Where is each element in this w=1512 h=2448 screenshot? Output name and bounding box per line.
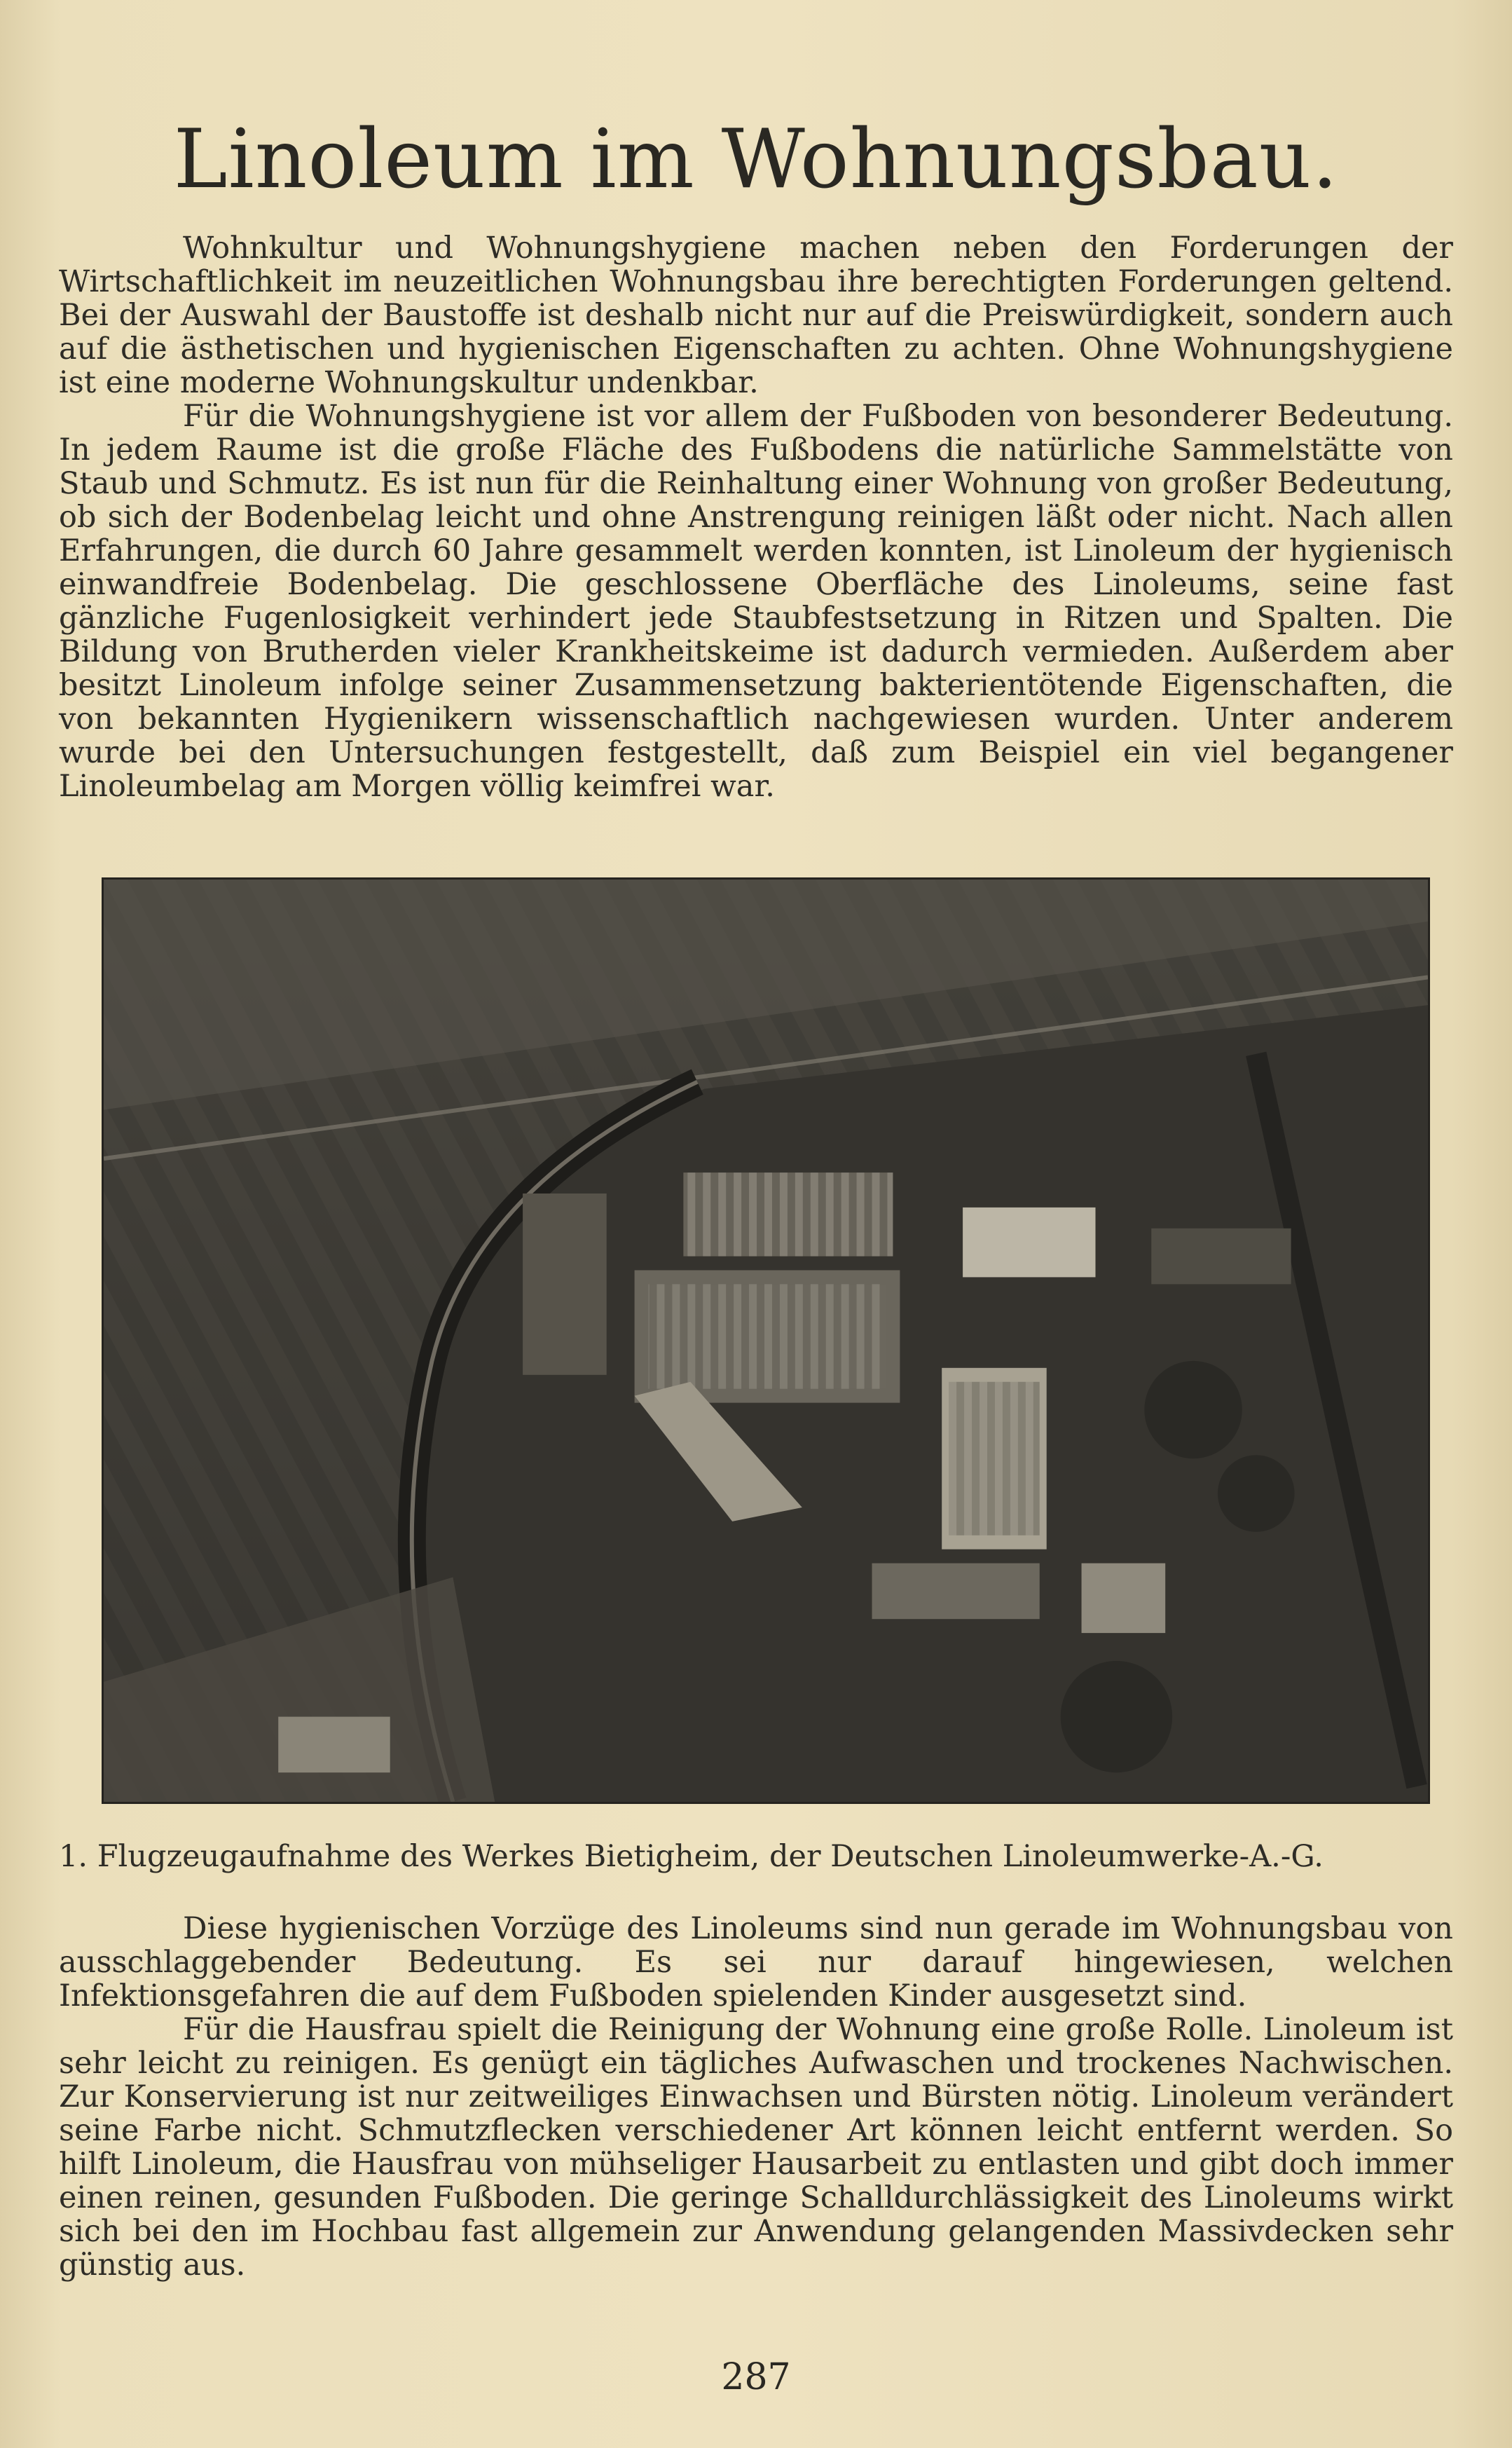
intro-text (59, 231, 1453, 803)
intro-paragraph-1: Wohnkultur und Wohnungshygiene machen neben den Forderungen der Wirtschaftlichkeit im neuzeitlichen Wohnungsbau ihre berechtigten Forderungen geltend. Bei der Auswahl der Baustoffe ist deshalb nicht nur auf die Preiswürdigkeit, sondern auch auf die ästhetischen und hygienischen Eigenschaften zu achten. Ohne Wohnungshygiene ist eine moderne Wohnungskultur undenkbar. (59, 231, 1453, 400)
aerial-photo (102, 877, 1430, 1804)
aerial-photo-drawing (104, 880, 1428, 1802)
page-number: 287 (721, 2356, 791, 2398)
figure-caption: 1. Flugzeugaufnahme des Werkes Bietigheim, der Deutschen Linoleumwerke-A.-G. (59, 1839, 1324, 1874)
outro-text (59, 1912, 1453, 2282)
outro-paragraph-2: Für die Hausfrau spielt die Reinigung der Wohnung eine große Rolle. Linoleum ist sehr leicht zu reinigen. Es genügt ein tägliches Aufwaschen und trockenes Nachwischen. Zur Konservierung ist nur zeitweiliges Einwachsen und Bürsten nötig. Linoleum verändert seine Farbe nicht. Schmutzflecken verschiedener Art können leicht entfernt werden. So hilft Linoleum, die Hausfrau von mühseliger Hausarbeit zu entlasten und gibt doch immer einen reinen, gesunden Fußboden. Die geringe Schalldurchlässigkeit des Linoleums wirkt sich bei den im Hochbau fast allgemein zur Anwendung gelangenden Massivdecken sehr günstig aus. (59, 2012, 1453, 2283)
intro-paragraph-2: Für die Wohnungshygiene ist vor allem der Fußboden von besonderer Bedeutung. In jedem Raume ist die große Fläche des Fußbodens die natürliche Sammelstätte von Staub und Schmutz. Es ist nun für die Reinhaltung einer Wohnung von großer Bedeutung, ob sich der Bodenbelag leicht und ohne Anstrengung reinigen läßt oder nicht. Nach allen Erfahrungen, die durch 60 Jahre gesammelt werden konnten, ist Linoleum der hygienisch einwandfreie Bodenbelag. Die geschlossene Oberfläche des Linoleums, seine fast gänzliche Fugenlosigkeit verhindert jede Staubfestsetzung in Ritzen und Spalten. Die Bildung von Brutherden vieler Krankheitskeime ist dadurch vermieden. Außerdem aber besitzt Linoleum infolge seiner Zusammensetzung bakterientötende Eigenschaften, die von bekannten Hygienikern wissenschaftlich nachgewiesen wurden. Unter anderem wurde bei den Untersuchungen festgestellt, daß zum Beispiel ein viel begangener Linoleumbelag am Morgen völlig keimfrei war. (59, 399, 1453, 804)
outro-paragraph-1: Diese hygienischen Vorzüge des Linoleums sind nun gerade im Wohnungsbau von ausschlaggebender Bedeutung. Es sei nur darauf hingewiesen, welchen Infektionsgefahren die auf dem Fußboden spielenden Kinder ausgesetzt sind. (59, 1911, 1453, 2013)
page-title: Linoleum im Wohnungsbau. (173, 112, 1339, 207)
